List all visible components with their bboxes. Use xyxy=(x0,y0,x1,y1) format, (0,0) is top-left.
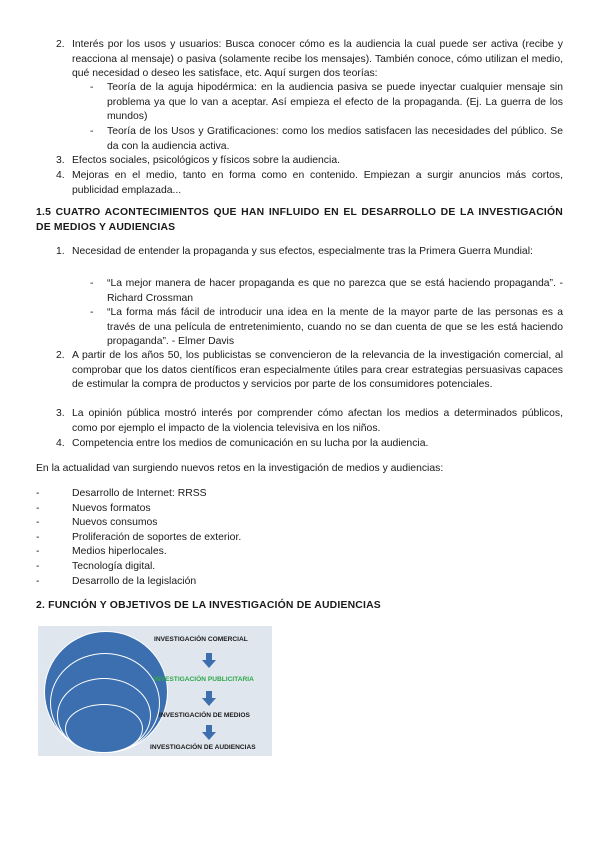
bullet-dash: - xyxy=(36,575,40,587)
circle-inner xyxy=(65,704,143,753)
list-number: 3. xyxy=(56,155,65,166)
list-item: Interés por los usos y usuarios: Busca conocer cómo es la audiencia la cual puede ser activa (recibe y reacciona al mensaje) o pasiva (solamente recibe los mensajes). También conoce, cómo utilizan el medio, qué necesidad o deseo les satisface, etc. Aquí surgen dos teorías: xyxy=(72,39,563,80)
level-label-highlighted: INVESTIGACIÓN PUBLICITARIA xyxy=(154,676,254,683)
list-item: Necesidad de entender la propaganda y sus efectos, especialmente tras la Primera Guerra Mundial: xyxy=(72,246,533,257)
level-label: INVESTIGACIÓN DE MEDIOS xyxy=(159,712,250,719)
list-item: Competencia entre los medios de comunicación en su lucha por la audiencia. xyxy=(72,438,429,449)
list-item: Desarrollo de Internet: RRSS xyxy=(72,488,207,499)
level-label: INVESTIGACIÓN COMERCIAL xyxy=(154,636,248,643)
bullet-dash: - xyxy=(90,307,94,318)
theory-item: Teoría de la aguja hipodérmica: en la audiencia pasiva se puede inyectar cualquier mensaje sin problema ya que lo van a aceptar. Así empieza el efecto de la propaganda. (Ej. La guerra de los mundos) xyxy=(107,82,563,123)
bullet-dash: - xyxy=(90,126,94,137)
list-number: 4. xyxy=(56,438,65,449)
paragraph: En la actualidad van surgiendo nuevos retos en la investigación de medios y audiencias: xyxy=(36,463,444,474)
research-levels-figure xyxy=(38,626,272,756)
bullet-dash: - xyxy=(36,517,40,529)
list-number: 2. xyxy=(56,350,65,361)
bullet-dash: - xyxy=(36,502,40,514)
level-label: INVESTIGACIÓN DE AUDIENCIAS xyxy=(150,744,256,751)
list-item: Tecnología digital. xyxy=(72,561,156,572)
section-heading: 1.5 CUATRO ACONTECIMIENTOS QUE HAN INFLUIDO EN EL DESARROLLO DE LA INVESTIGACIÓN DE MEDIOS Y AUDIENCIAS xyxy=(36,207,563,233)
list-number: 4. xyxy=(56,170,65,181)
list-item: Nuevos consumos xyxy=(72,517,158,529)
list-item: Nuevos formatos xyxy=(72,502,151,514)
arrow-down-icon xyxy=(202,725,216,740)
list-item: Proliferación de soportes de exterior. xyxy=(72,531,242,543)
list-item: Mejoras en el medio, tanto en forma como en contenido. Empiezan a surgir anuncios más cortos, publicidad emplazada... xyxy=(72,170,563,196)
list-item: Desarrollo de la legislación xyxy=(72,575,197,587)
bullet-dash: - xyxy=(36,561,40,572)
list-number: 2. xyxy=(56,39,65,50)
section-heading: 2. FUNCIÓN Y OBJETIVOS DE LA INVESTIGACIÓN DE AUDIENCIAS xyxy=(36,600,381,611)
list-item: Medios hiperlocales. xyxy=(72,546,167,558)
quote-item: “La forma más fácil de introducir una idea en la mente de la mayor parte de las personas es a través de una película de entretenimiento, cuando no se dan cuenta de que se les está haciendo propaganda”. - Elmer Davis xyxy=(107,307,563,348)
arrow-down-icon xyxy=(202,653,216,668)
list-number: 3. xyxy=(56,408,65,419)
list-item: La opinión pública mostró interés por comprender cómo afectan los medios a determinados públicos, como por ejemplo el impacto de la violencia televisiva en los niños. xyxy=(72,408,563,434)
quote-item: “La mejor manera de hacer propaganda es que no parezca que se está haciendo propaganda”. - Richard Crossman xyxy=(107,278,563,304)
list-item: Efectos sociales, psicológicos y físicos sobre la audiencia. xyxy=(72,155,340,166)
theory-item: Teoría de los Usos y Gratificaciones: como los medios satisfacen las necesidades del público. Se da con la audiencia activa. xyxy=(107,126,563,152)
list-number: 1. xyxy=(56,246,65,257)
list-item: A partir de los años 50, los publicistas se convencieron de la relevancia de la investigación comercial, al comprobar que los datos científicos eran especialmente útiles para crear estrategias persuasivas capaces de estimular la compra de productos y servicios por parte de los consumidores potenciales. xyxy=(72,350,563,391)
bullet-dash: - xyxy=(36,488,40,499)
bullet-dash: - xyxy=(36,531,40,543)
bullet-dash: - xyxy=(90,82,94,93)
bullet-dash: - xyxy=(36,546,40,558)
arrow-down-icon xyxy=(202,691,216,706)
bullet-dash: - xyxy=(90,278,94,289)
